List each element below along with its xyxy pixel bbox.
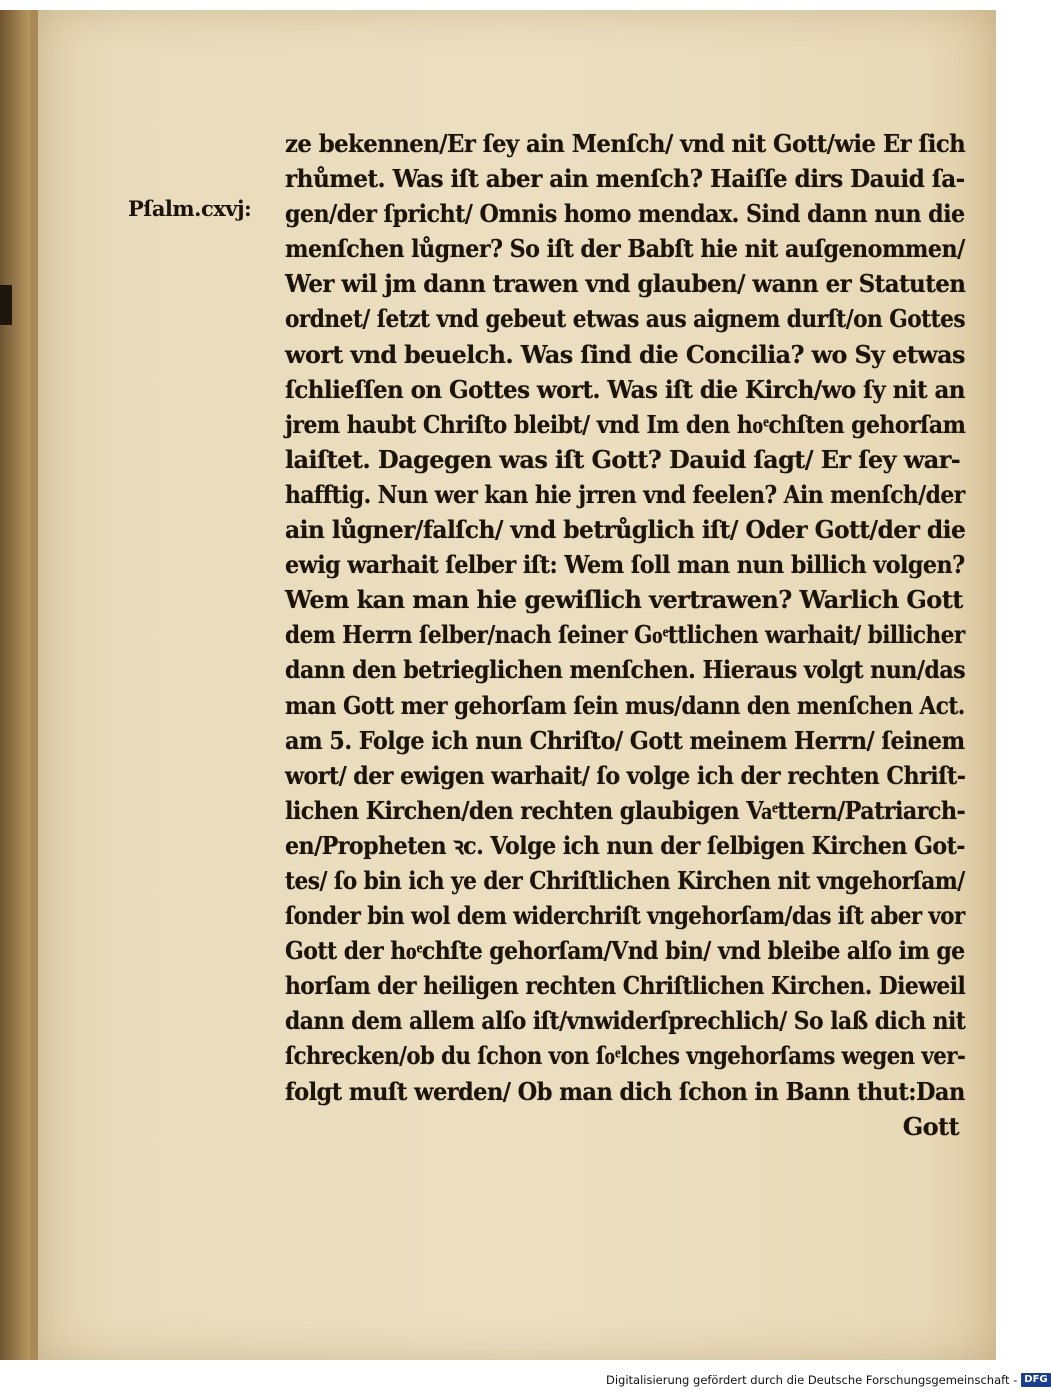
text-line: menſchen lůgner? So iſt der Babſt hie nit auſgenommen/ bbox=[285, 234, 965, 264]
text-line: Gott der hoͤchſte gehorſam/Vnd bin/ vnd bleibe alſo im ge bbox=[285, 936, 965, 966]
footer bbox=[606, 1373, 1051, 1387]
text-line: horſam der heiligen rechten Chriſtlichen Kirchen. Dieweil bbox=[285, 971, 966, 1001]
spine-clip bbox=[0, 285, 12, 325]
text-line: folgt muſt werden/ Ob man dich ſchon in Bann thut:Dan bbox=[285, 1076, 965, 1106]
text-line: dann dem allem alſo iſt/vnwiderſprechlich/ So laß dich nit bbox=[285, 1006, 966, 1036]
margin-note: Pſalm.cxvj: bbox=[128, 196, 252, 221]
text-line: ze bekennen/Er ſey ain Menſch/ vnd nit Gott/wie Er ſich bbox=[285, 129, 966, 158]
text-line: rhůmet. Was iſt aber ain menſch? Haiſſe dirs Dauid ſa- bbox=[285, 164, 965, 194]
text-line: ain lůgner/falſch/ vnd betrůglich iſt/ Oder Gott/der die bbox=[285, 515, 966, 545]
dfg-logo-icon: DFG bbox=[1021, 1373, 1050, 1387]
text-line: wort/ der ewigen warhait/ ſo volge ich der rechten Chriſt- bbox=[285, 760, 966, 790]
text-line: gen/der ſpricht/ Omnis homo mendax. Sind dann nun die bbox=[285, 199, 965, 229]
text-line: jrem haubt Chriſto bleibt/ vnd Im den hoͤchſten gehorſam bbox=[285, 409, 966, 439]
catchword: Gott bbox=[902, 1111, 959, 1141]
text-line: ewig warhait ſelber iſt: Wem ſoll man nun billich volgen? bbox=[285, 550, 965, 580]
text-line: dem Herrn ſelber/nach ſeiner Goͤttlichen warhait/ billicher bbox=[285, 620, 965, 650]
text-line: wort vnd beuelch. Was ſind die Concilia? wo Sy etwas bbox=[285, 339, 965, 369]
footer-text: Digitalisierung gefördert durch die Deutsche Forschungsgemeinschaft - bbox=[606, 1373, 1018, 1387]
text-line: hafftig. Nun wer kan hie jrren vnd feelen? Ain menſch/der bbox=[285, 479, 965, 509]
text-line: Wem kan man hie gewiſlich vertrawen? Warlich Gott bbox=[285, 585, 963, 615]
text-line: man Gott mer gehorſam ſein mus/dann den menſchen Act. bbox=[285, 690, 965, 720]
text-line: Wer wil jm dann trawen vnd glauben/ wann er Statuten bbox=[285, 269, 966, 299]
text-line: ſchrecken/ob du ſchon von ſoͤlches vngehorſams wegen ver- bbox=[285, 1041, 966, 1071]
text-line: laiſtet. Dagegen was iſt Gott? Dauid ſagt/ Er ſey war- bbox=[285, 444, 961, 474]
text-line: lichen Kirchen/den rechten glaubigen Vaͤttern/Patriarch- bbox=[285, 795, 966, 825]
text-line: am 5. Folge ich nun Chriſto/ Gott meinem Herrn/ ſeinem bbox=[285, 725, 965, 755]
text-line: en/Propheten ꝛc. Volge ich nun der ſelbigen Kirchen Got- bbox=[285, 830, 965, 860]
text-line: ordnet/ ſetzt vnd gebeut etwas aus aignem durſt/on Gottes bbox=[285, 304, 965, 334]
text-block bbox=[285, 126, 975, 1144]
text-line: ſchlieſſen on Gottes wort. Was iſt die Kirch/wo ſy nit an bbox=[285, 374, 965, 404]
book-spine bbox=[0, 10, 30, 1360]
text-line: tes/ ſo bin ich ye der Chriſtlichen Kirchen nit vngehorſam/ bbox=[285, 865, 965, 895]
text-line: dann den betrieglichen menſchen. Hieraus volgt nun/das bbox=[285, 655, 966, 685]
text-line: ſonder bin wol dem widerchriſt vngehorſam/das iſt aber vor bbox=[285, 901, 965, 931]
